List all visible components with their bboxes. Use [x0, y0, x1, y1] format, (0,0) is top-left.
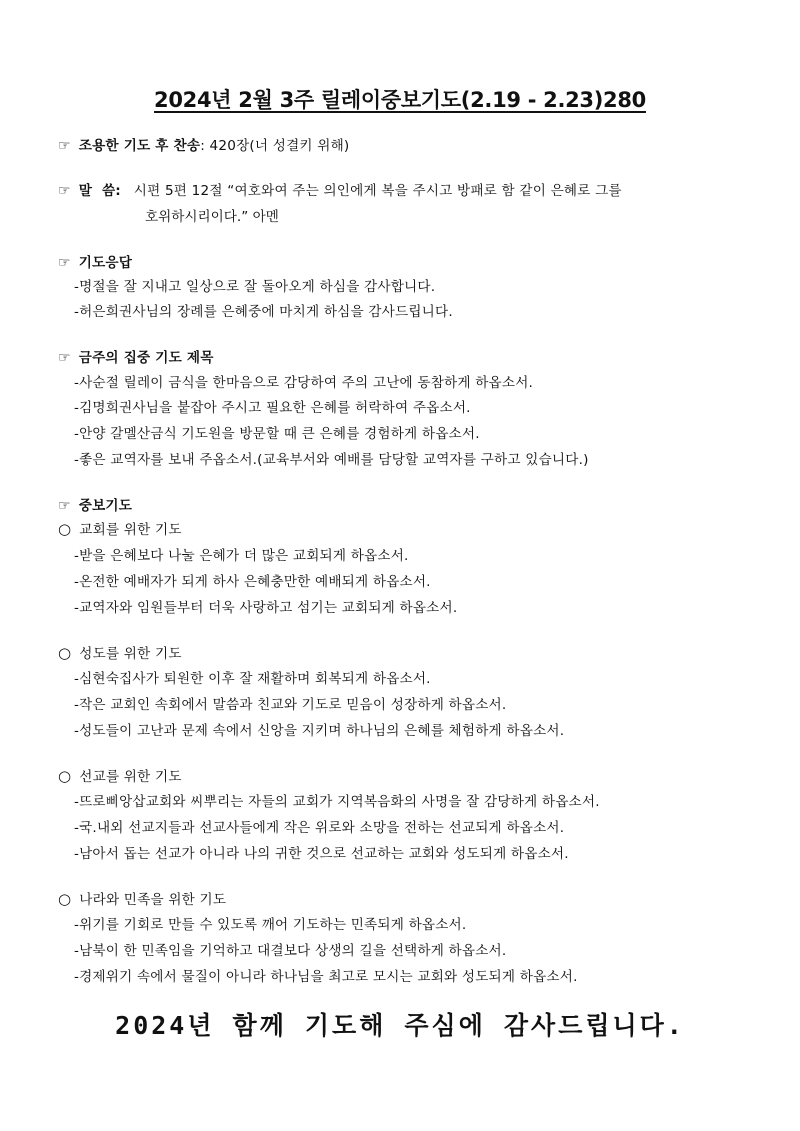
circle-bullet-icon: ○ — [58, 520, 72, 538]
circle-bullet-icon: ○ — [58, 644, 72, 662]
list-item: -뜨로삐앙삽교회와 씨뿌리는 자들의 교회가 지역복음화의 사명을 잘 감당하게 하옵소서. — [74, 794, 600, 810]
pointing-hand-icon: ☞ — [58, 138, 71, 154]
intercession-heading-line — [58, 494, 132, 514]
list-item: -안양 갈멜산금식 기도원을 방문할 때 큰 은혜를 경험하게 하옵소서. — [74, 426, 480, 442]
list-item: -남북이 한 민족임을 기억하고 대결보다 상생의 길을 선택하게 하옵소서. — [74, 943, 507, 959]
section-heading-text: 성도를 위한 기도 — [79, 646, 182, 662]
list-item: -받을 은혜보다 나눌 은혜가 더 많은 교회되게 하옵소서. — [74, 548, 409, 564]
circle-bullet-icon: ○ — [58, 767, 72, 785]
list-item: -명절을 잘 지내고 일상으로 잘 돌아오게 하심을 감사합니다. — [74, 279, 436, 295]
verse-text-line2: 호위하시리이다.” 아멘 — [145, 209, 279, 225]
list-item: -작은 교회인 속회에서 말씀과 친교와 기도로 믿음이 성장하게 하옵소서. — [74, 697, 507, 713]
answers-heading: 기도응답 — [78, 255, 133, 271]
verse-line — [58, 179, 622, 199]
list-item: -위기를 기회로 만들 수 있도록 깨어 기도하는 민족되게 하옵소서. — [74, 917, 467, 933]
focus-heading-line — [58, 346, 214, 366]
list-item: -교역자와 임원들부터 더욱 사랑하고 섬기는 교회되게 하옵소서. — [74, 600, 458, 616]
list-item: -온전한 예배자가 되게 하사 은혜충만한 예배되게 하옵소서. — [74, 574, 431, 590]
circle-bullet-icon: ○ — [58, 890, 72, 908]
pointing-hand-icon: ☞ — [58, 498, 71, 514]
pointing-hand-icon: ☞ — [58, 255, 71, 271]
section-heading-nation — [58, 888, 226, 908]
section-heading-text: 나라와 민족을 위한 기도 — [79, 892, 227, 908]
verse-label: 말 씀: — [78, 183, 121, 199]
section-heading-text: 선교를 위한 기도 — [79, 769, 182, 785]
list-item: -국.내외 선교지들과 선교사들에게 작은 위로와 소망을 전하는 선교되게 하옵소서. — [74, 820, 565, 836]
list-item: -김명희권사님을 붙잡아 주시고 필요한 은혜를 허락하여 주옵소서. — [74, 400, 471, 416]
answers-heading-line — [58, 251, 132, 271]
list-item: -사순절 릴레이 금식을 한마음으로 감당하여 주의 고난에 동참하게 하옵소서. — [74, 375, 534, 391]
list-item: -남아서 돕는 선교가 아니라 나의 귀한 것으로 선교하는 교회와 성도되게 하옵소서. — [74, 846, 569, 862]
section-heading-saints — [58, 642, 182, 662]
verse-text-line1: 시편 5편 12절 “여호와여 주는 의인에게 복을 주시고 방패로 함 같이 은혜로 그를 — [133, 183, 622, 199]
hymn-line — [58, 134, 349, 154]
section-heading-missions — [58, 765, 182, 785]
intercession-heading: 중보기도 — [78, 498, 133, 514]
list-item: -심현숙집사가 퇴원한 이후 잘 재활하며 회복되게 하옵소서. — [74, 671, 431, 687]
list-item: -경제위기 속에서 물질이 아니라 하나님을 최고로 모시는 교회와 성도되게 하옵소서. — [74, 969, 578, 985]
hymn-label: 조용한 기도 후 찬송 — [78, 138, 201, 154]
list-item: -허은희권사님의 장례를 은혜중에 마치게 하심을 감사드립니다. — [74, 304, 453, 320]
pointing-hand-icon: ☞ — [58, 350, 71, 366]
list-item: -성도들이 고난과 문제 속에서 신앙을 지키며 하나님의 은혜를 체험하게 하옵소서. — [74, 723, 565, 739]
pointing-hand-icon: ☞ — [58, 183, 71, 199]
section-heading-text: 교회를 위한 기도 — [79, 522, 182, 538]
section-heading-church — [58, 518, 182, 538]
page-title: 2024년 2월 3주 릴레이중보기도(2.19 - 2.23)280 — [154, 88, 646, 112]
list-item: -좋은 교역자를 보내 주옵소서.(교육부서와 예배를 담당할 교역자를 구하고 있습니다.) — [74, 452, 589, 468]
focus-heading: 금주의 집중 기도 제목 — [78, 350, 214, 366]
closing-message: 2024년 함께 기도해 주심에 감사드립니다. — [115, 1011, 685, 1040]
hymn-text: : 420장(너 성결키 위해) — [200, 138, 350, 154]
